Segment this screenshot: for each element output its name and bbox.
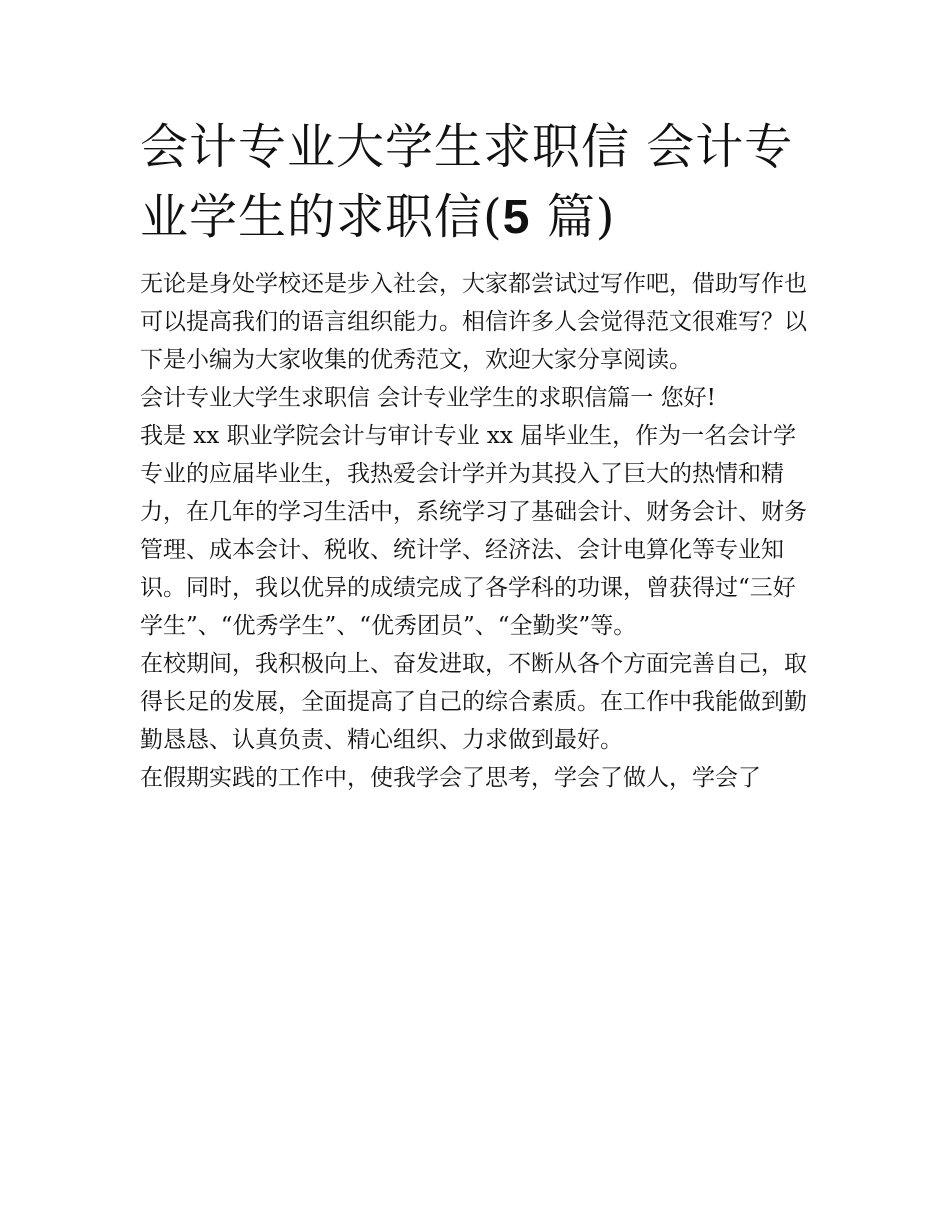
document-title <box>140 112 815 253</box>
title-text-part1: 会计专业大学生求职信 会计专业学生的求职信( <box>140 119 794 245</box>
title-number: 5 <box>502 191 531 244</box>
title-text-part2: 篇) <box>530 189 616 245</box>
paragraph-school-period: 在校期间，我积极向上、奋发进取，不断从各个方面完善自己，取得长足的发展，全面提高了自己的综合素质。在工作中我能做到勤勤恳恳、认真负责、精心组织、力求做到最好。 <box>140 651 807 753</box>
paragraph-self-introduction: 我是 xx 职业学院会计与审计专业 xx 届毕业生，作为一名会计学专业的应届毕业生，我热爱会计学并为其投入了巨大的热情和精力，在几年的学习生活中，系统学习了基础会计、财务会计、财务管理、成本会计、税收、统计学、经济法、会计电算化等专业知识。同时，我以优异的成绩完成了各学科的功课，曾获得过“三好学生”、“优秀学生”、“优秀团员”、“全勤奖”等。 <box>140 423 807 639</box>
paragraph-heading-greeting: 会计专业大学生求职信 会计专业学生的求职信篇一 您好! <box>140 385 716 411</box>
paragraph-practice: 在假期实践的工作中，使我学会了思考，学会了做人，学会了 <box>140 765 761 791</box>
paragraph-intro: 无论是身处学校还是步入社会，大家都尝试过写作吧，借助写作也可以提高我们的语言组织能力。相信许多人会觉得范文很难写？以下是小编为大家收集的优秀范文，欢迎大家分享阅读。 <box>140 271 807 373</box>
document-page <box>140 112 815 797</box>
